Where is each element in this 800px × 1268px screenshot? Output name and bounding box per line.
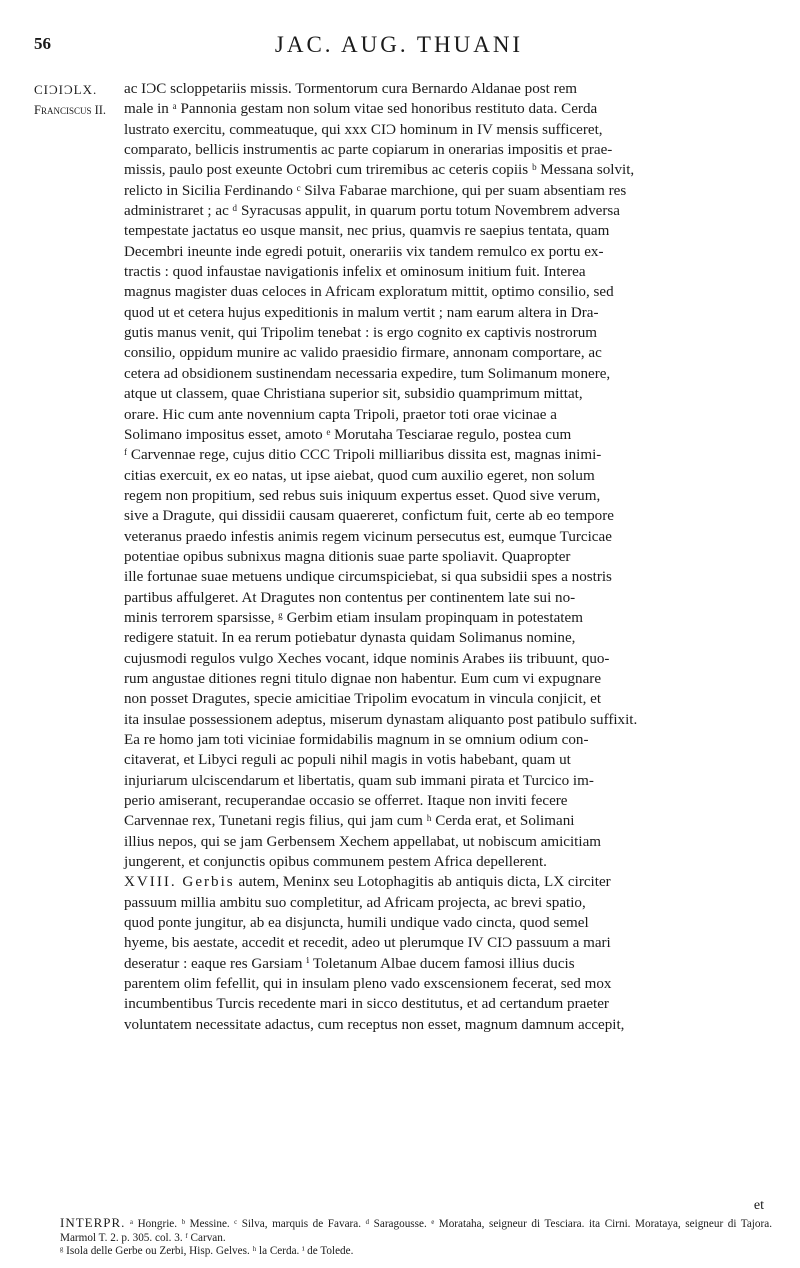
text-line: jungerent, et conjunctis opibus communem pestem Africa depellerent. (124, 854, 547, 871)
footnotes-label: INTERPR. (60, 1215, 126, 1230)
text-line: deseratur : eaque res Garsiam ⁱ Toletanum Albae ducem famosi illius ducis (124, 955, 575, 972)
section-lead: XVIII. Gerbis (124, 874, 235, 891)
text-line: quod ponte jungitur, ab ea disjuncta, humili undique vado cincta, quod semel (124, 915, 589, 932)
text-line: parentem olim fefellit, qui in insulam pleno vado exscensionem fecerat, sed mox (124, 976, 612, 993)
margin-note-name: Franciscus II. (34, 103, 107, 117)
text-line: passuum millia ambitu suo completitur, ad Africam projecta, ac brevi spatio, (124, 894, 586, 911)
text-line: tempestate jactatus eo usque mansit, nec prius, quamvis re saepius tentata, quam (124, 223, 610, 240)
text-line: ita insulae possessionem adeptus, miserum dynastam aliquanto post patibulo suffixit. (124, 711, 638, 728)
running-title: JAC. AUG. THUANI (274, 32, 524, 57)
text-line: quod ut et cetera hujus expeditionis in malum vertit ; nam earum altera in Dra- (124, 304, 599, 321)
text-line: sive a Dragute, qui dissidii causam quaereret, confictum fuit, certe ab eo tempore (124, 508, 614, 525)
text-line: missis, paulo post exeunte Octobri cum triremibus ac ceteris copiis ᵇ Messana solvit, (124, 162, 635, 179)
margin-note (34, 80, 134, 120)
text-line: potentiae opibus subnixus magna ditionis suae parte spoliavit. Quapropter (124, 548, 571, 565)
text-line: ille fortunae suae metuens undique circumspiciebat, si qua subsidii spes a nostris (124, 569, 612, 586)
text-line: non posset Dragutes, specie amicitiae Tripolim evocatum in vincula conjicit, et (124, 691, 602, 708)
catchword: et (753, 1198, 764, 1213)
margin-note-year: CIƆIƆLX. (34, 82, 98, 97)
text-line: orare. Hic cum ante novennium capta Tripoli, praetor toti orae vicinae a (124, 406, 557, 423)
text-line: cetera ad obsidionem sustinendam necessaria expedire, tum Solimanum monere, (124, 365, 611, 382)
text-line: ᶠ Carvennae rege, cujus ditio CCC Tripoli milliaribus dissita est, magnas inimi- (124, 447, 602, 464)
section-first-line-text: autem, Meninx seu Lotophagitis ab antiquis dicta, LX circiter (238, 874, 611, 891)
page-header (34, 24, 764, 64)
section-xviii (124, 872, 774, 1035)
text-line: minis terrorem sparsisse, ᵍ Gerbim etiam insulam propinquam in potestatem (124, 609, 583, 626)
text-line: tractis : quod infaustae navigationis infelix et ominosum initium fuit. Interea (124, 264, 586, 281)
text-line: rum angustae ditiones regni titulo dignae non habentur. Eum cum vi expugnare (124, 670, 602, 687)
text-line: male in ᵃ Pannonia gestam non solum vitae sed honoribus restituto data. Cerda (124, 101, 598, 118)
page-number: 56 (34, 34, 51, 53)
text-line: illius nepos, qui se jam Gerbensem Xechem appellabat, ut nobiscum amicitiam (124, 833, 602, 850)
paragraph-lines (124, 79, 774, 872)
text-line: partibus affulgeret. At Dragutes non contentus per continentem late sui no- (124, 589, 576, 606)
text-line: redigere statuit. In ea rerum potiebatur dynasta quidam Solimanus nomine, (124, 630, 576, 647)
text-line: cujusmodi regulos vulgo Xeches vocant, idque nominis Arabes iis tribuunt, quo- (124, 650, 610, 667)
text-line: Ea re homo jam toti viciniae formidabilis magnum in se omnium odium con- (124, 732, 589, 748)
section-first-line (124, 872, 774, 892)
text-line: lustrato exercitu, commeatuque, qui xxx CIƆ hominum in IV mensis sufficeret, (124, 121, 603, 138)
text-line: relicto in Sicilia Ferdinando ᶜ Silva Fabarae marchione, qui per suam absentiam res (124, 182, 627, 199)
footnote-line-1 (60, 1216, 772, 1245)
text-line: Carvennae rex, Tunetani regis filius, qui jam cum ʰ Cerda erat, et Solimani (124, 813, 575, 830)
text-line: incumbentibus Turcis recedente mari in sicco destitutus, et ad certandum praeter (124, 996, 609, 1013)
footnote-text-1: ᵃ Hongrie. ᵇ Messine. ᶜ Silva, marquis de Favara. ᵈ Saragousse. ᵉ Morataha, seigneur di Tesciara. ita Cirni. Morataya, seigneur di Tajora. Marmol T. 2. p. 305. col. 3. ᶠ Carvan. (60, 1218, 772, 1244)
text-line: injuriarum ulciscendarum et libertatis, quam sub immani pirata et Turcico im- (124, 772, 594, 789)
text-line: administraret ; ac ᵈ Syracusas appulit, in quarum portu totum Novembrem adversa (124, 203, 620, 220)
text-line: perio amiserant, recuperandae occasio se offerret. Itaque non inviti fecere (124, 793, 568, 810)
text-line: regem non propitium, sed rebus suis iniquum expertus esset. Quod sive verum, (124, 487, 601, 504)
text-line: atque ut classem, quae Christiana superior sit, subsidio quamprimum mittat, (124, 386, 583, 403)
text-line: citaverat, et Libyci reguli ac populi nihil magis in votis habebant, quam ut (124, 752, 571, 769)
text-line: Solimano impositus esset, amoto ᵉ Morutaha Tesciarae regulo, postea cum (124, 426, 572, 443)
text-line: hyeme, bis aestate, accedit et recedit, adeo ut plerumque IV CIƆ passuum a mari (124, 935, 611, 952)
main-text (124, 79, 774, 1035)
footnote-line-2: ᵍ Isola delle Gerbe ou Zerbi, Hisp. Gelves. ʰ la Cerda. ⁱ de Tolede. (60, 1245, 354, 1257)
text-line: voluntatem necessitate adactus, cum receptus non esset, magnum damnum accepit, (124, 1016, 625, 1033)
text-line: citias exercuit, ex eo natas, ut ipse aiebat, quod cum auxilio egeret, non solum (124, 467, 595, 484)
text-line: gutis manus venit, qui Tripolim tenebat : is ergo cognito ex captivis nostrorum (124, 325, 598, 342)
footnotes (60, 1216, 772, 1259)
text-line: consilio, oppidum munire ac valido praesidio firmare, annonam comportare, ac (124, 345, 602, 362)
text-line: ac IƆC scloppetariis missis. Tormentorum cura Bernardo Aldanae post rem (124, 81, 578, 97)
text-line: comparato, bellicis instrumentis ac parte copiarum in onerarias impositis et prae- (124, 142, 613, 159)
text-line: Decembri ineunte inde egredi potuit, onerariis vix tandem remulco ex portu ex- (124, 243, 604, 260)
text-line: magnus magister duas celoces in Africam exploratum mittit, optimo consilio, sed (124, 284, 614, 301)
text-line: veteranus praedo infestis animis regem vicinum persecutus est, eumque Turcicae (124, 528, 612, 545)
